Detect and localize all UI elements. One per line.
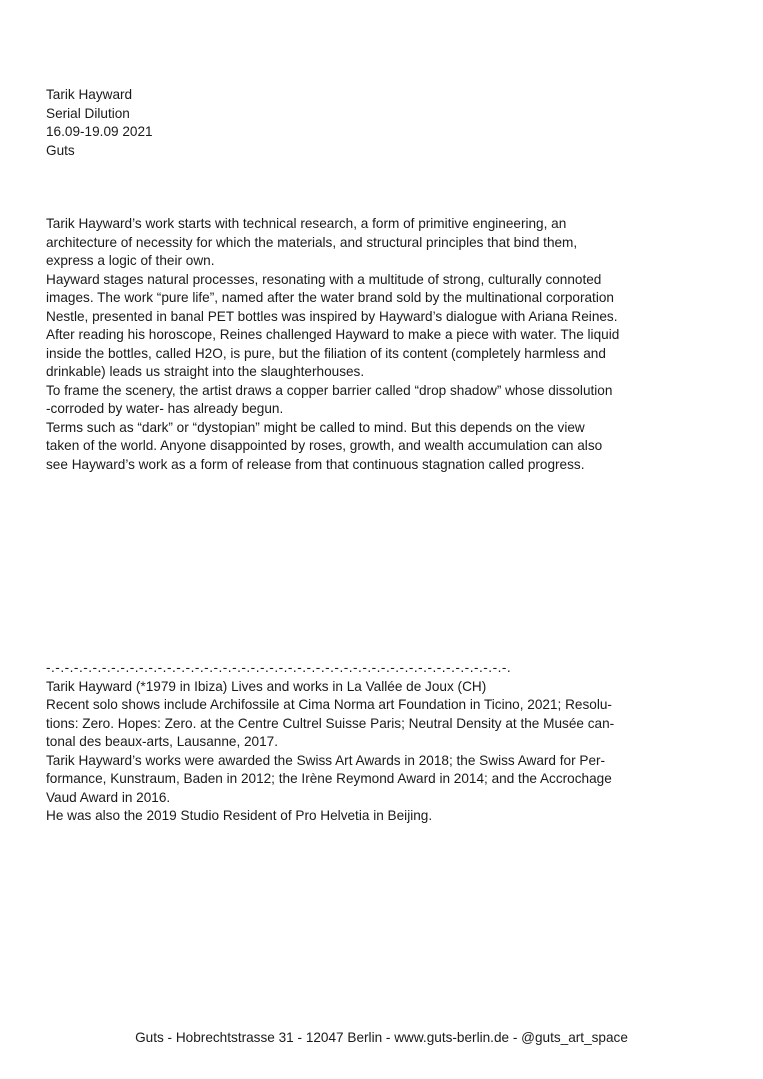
statement-line: architecture of necessity for which the materials, and structural principles that bind them,: [46, 234, 578, 250]
page-footer: Guts - Hobrechtstrasse 31 - 12047 Berlin - www.guts-berlin.de - @guts_art_space: [135, 1030, 628, 1045]
statement-line: Terms such as “dark” or “dystopian” might be called to mind. But this depends on the view: [46, 419, 585, 435]
statement-line: Nestle, presented in banal PET bottles was inspired by Hayward’s dialogue with Ariana Reines.: [46, 308, 618, 324]
bio-line: formance, Kunstraum, Baden in 2012; the Irène Reymond Award in 2014; and the Accrochage: [46, 771, 612, 786]
bio-line: tonal des beaux-arts, Lausanne, 2017.: [46, 734, 279, 749]
statement-line: To frame the scenery, the artist draws a copper barrier called “drop shadow” whose dissolution: [46, 382, 613, 398]
venue-name: Guts: [46, 142, 75, 158]
statement-line: Tarik Hayward’s work starts with technical research, a form of primitive engineering, an: [46, 216, 567, 231]
bio-line: He was also the 2019 Studio Resident of Pro Helvetia in Beijing.: [46, 808, 433, 823]
statement-line: see Hayward’s work as a form of release from that continuous stagnation called progress.: [46, 456, 585, 472]
exhibition-statement: [46, 215, 726, 474]
statement-line: inside the bottles, called H2O, is pure, but the filiation of its content (completely harmless and: [46, 345, 606, 361]
statement-line: images. The work “pure life”, named after the water brand sold by the multinational corporation: [46, 290, 614, 305]
bio-line: tions: Zero. Hopes: Zero. at the Centre Cultrel Suisse Paris; Neutral Density at the Musée can-: [46, 715, 615, 731]
statement-line: express a logic of their own.: [46, 253, 215, 268]
artist-name: Tarik Hayward: [46, 87, 133, 102]
bio-line: Tarik Hayward’s works were awarded the Swiss Art Awards in 2018; the Swiss Award for Per-: [46, 752, 606, 768]
bio-line: Recent solo shows include Archifossile at Cima Norma art Foundation in Ticino, 2021; Resolu-: [46, 697, 612, 712]
artist-bio: [46, 659, 726, 826]
exhibition-header: [46, 86, 726, 160]
exhibition-dates: 16.09-19.09 2021: [46, 124, 153, 139]
statement-line: After reading his horoscope, Reines challenged Hayward to make a piece with water. The liquid: [46, 327, 620, 342]
section-divider: -.-.-.-.-.-.-.-.-.-.-.-.-.-.-.-.-.-.-.-.-.-.-.-.-.-.-.-.-.-.-.-.-.-.-.-.-.-.-.-.-.-.-.-.-.-.-.-.-.-.: [46, 660, 512, 675]
bio-line: Tarik Hayward (*1979 in Ibiza) Lives and works in La Vallée de Joux (CH): [46, 678, 487, 694]
exhibition-title: Serial Dilution: [46, 105, 130, 121]
statement-line: Hayward stages natural processes, resonating with a multitude of strong, culturally connoted: [46, 271, 602, 287]
statement-line: -corroded by water- has already begun.: [46, 401, 284, 416]
statement-line: taken of the world. Anyone disappointed by roses, growth, and wealth accumulation can also: [46, 438, 603, 453]
bio-line: Vaud Award in 2016.: [46, 789, 171, 805]
statement-line: drinkable) leads us straight into the slaughterhouses.: [46, 364, 365, 379]
